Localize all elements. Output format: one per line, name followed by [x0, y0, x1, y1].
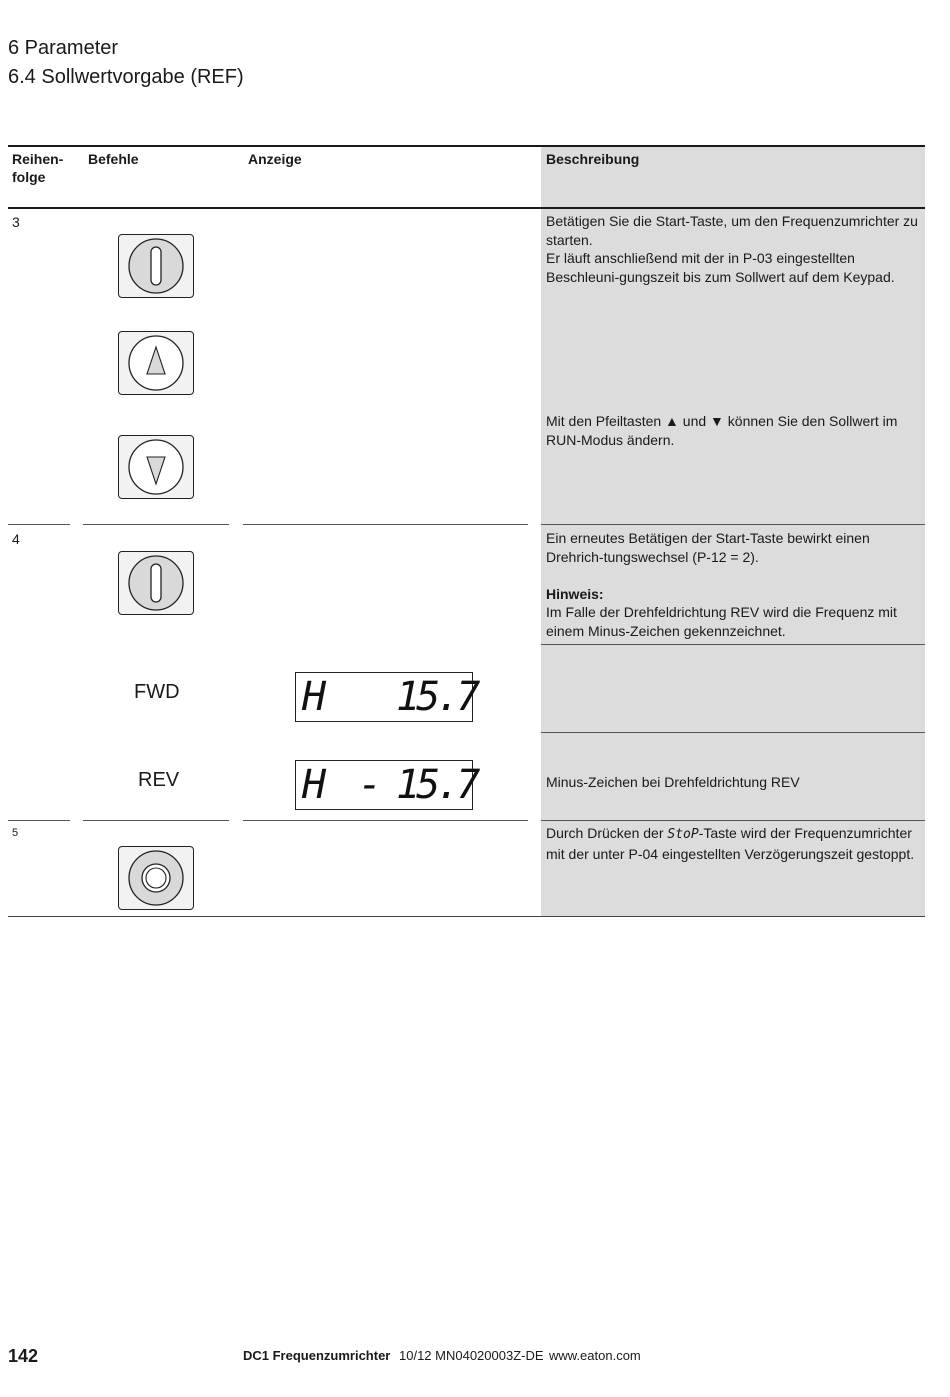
table-bottom-rule	[8, 916, 925, 917]
row-number: 5	[12, 827, 19, 839]
row3-desc-line2: Er läuft anschließend mit der in P-03 eingestellten Beschleuni-gungszeit bis zum Sollwert auf dem Keypad.	[546, 250, 895, 285]
rev-desc: Minus-Zeichen bei Drehfeldrichtung REV	[546, 774, 800, 790]
stop-key-icon	[119, 847, 195, 911]
down-arrow-key-button[interactable]	[118, 435, 194, 499]
row-separator	[541, 820, 925, 821]
col-header-order: Reihen- folge	[12, 151, 64, 185]
row-number: 4	[12, 531, 20, 547]
footer-url: www.eaton.com	[549, 1348, 641, 1363]
col-header-description: Beschreibung	[546, 151, 640, 167]
row4-desc-text: Ein erneutes Betätigen der Start-Taste bewirkt einen Drehrich-tungswechsel (P-12 = 2).	[546, 530, 870, 565]
lcd-value: 15.7	[396, 674, 477, 720]
row-separator	[243, 524, 528, 525]
row5-desc	[546, 824, 920, 863]
lcd-mode-char: H	[302, 762, 327, 808]
down-arrow-key-icon	[119, 436, 195, 500]
desc-separator	[541, 644, 925, 645]
stop-key-button[interactable]	[118, 846, 194, 910]
row-separator	[83, 820, 229, 821]
row-separator	[541, 524, 925, 525]
footer-title: DC1 Frequenzumrichter	[243, 1348, 391, 1363]
lcd-display-fwd	[295, 672, 477, 722]
up-arrow-key-button[interactable]	[118, 331, 194, 395]
rev-label: REV	[138, 769, 180, 791]
col-header-commands: Befehle	[88, 151, 139, 167]
table-top-rule	[8, 145, 925, 147]
lcd-value: 15.7	[396, 762, 477, 808]
row-separator	[243, 820, 528, 821]
footer-doc: 10/12 MN04020003Z-DE	[399, 1348, 544, 1363]
start-key-button[interactable]	[118, 551, 194, 615]
stop-glyph: StoP	[667, 827, 699, 842]
row5-desc-post: -Taste wird der Frequenzumrichter mit der unter P-04 eingestellten Verzögerungszeit gestoppt.	[546, 825, 915, 862]
fwd-label: FWD	[134, 681, 180, 703]
up-arrow-key-icon	[119, 332, 195, 396]
start-key-button[interactable]	[118, 234, 194, 298]
lcd-mode-char: H	[302, 674, 327, 720]
section-title: 6.4 Sollwertvorgabe (REF)	[8, 66, 244, 88]
row3-desc-line1: Betätigen Sie die Start-Taste, um den Frequenzumrichter zu starten.	[546, 213, 918, 248]
desc-separator	[541, 732, 925, 733]
page-number: 142	[8, 1346, 39, 1366]
row-number: 3	[12, 214, 20, 230]
note-text: Im Falle der Drehfeldrichtung REV wird die Frequenz mit einem Minus-Zeichen gekennzeichnet.	[546, 604, 897, 639]
col-header-display: Anzeige	[248, 151, 302, 167]
row-separator	[83, 524, 229, 525]
row3-desc-start	[546, 212, 918, 286]
row-separator	[8, 524, 70, 525]
chapter-title: 6 Parameter	[8, 37, 119, 59]
start-key-icon	[119, 235, 195, 299]
note-title: Hinweis:	[546, 585, 604, 602]
lcd-display-rev	[295, 760, 477, 810]
row3-desc-arrows: Mit den Pfeiltasten ▲ und ▼ können Sie den Sollwert im RUN-Modus ändern.	[546, 413, 898, 448]
row-separator	[8, 820, 70, 821]
lcd-sign: -	[358, 762, 383, 808]
row4-desc	[546, 529, 918, 640]
start-key-icon	[119, 552, 195, 616]
row5-desc-pre: Durch Drücken der	[546, 825, 668, 841]
header-bottom-rule	[8, 207, 925, 209]
